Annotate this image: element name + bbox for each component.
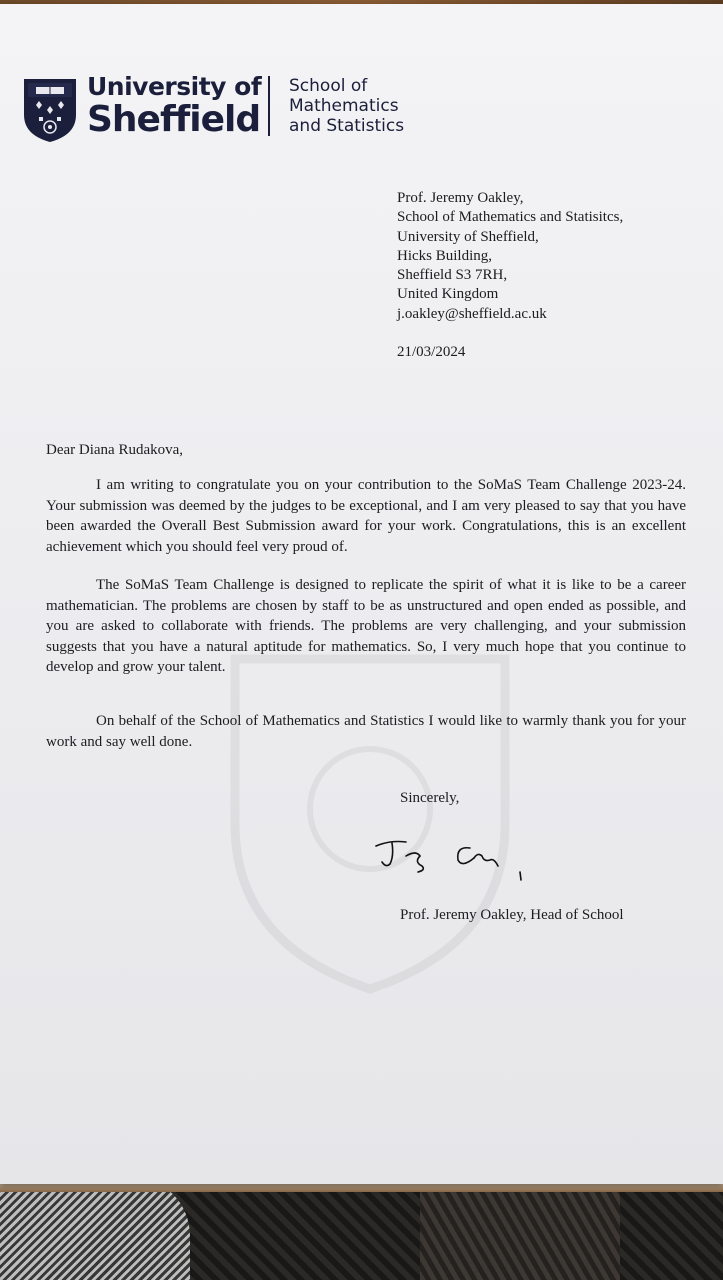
university-name-line2: Sheffield [87,99,261,140]
school-name-line: Mathematics [289,96,399,116]
sender-address [397,189,623,324]
school-name-line: School of [289,76,368,96]
salutation: Dear Diana Rudakova, [46,442,184,458]
letterhead-divider [268,76,270,136]
body-paragraph-3: On behalf of the School of Mathematics and Statistics I would like to warmly thank you for your work and say well done. [46,713,686,750]
address-line: Hicks Building, [397,247,493,264]
address-line: United Kingdom [397,286,499,303]
address-line: University of Sheffield, [397,228,539,245]
body-paragraph-1: I am writing to congratulate you on your contribution to the SoMaS Team Challenge 2023-24. Your submission was deemed by the judges to be exceptional, and I am very pleased to say that you have been awarded the Overall Best Submission award for your work. Congratulations, this is an excellent achievement which you should feel very proud of. [46,477,686,555]
body-paragraph-2: The SoMaS Team Challenge is designed to replicate the spirit of what it is like to be a career mathematician. The problems are chosen by staff to be as unstructured and open ended as possible, and you are asked to collaborate with friends. The problems are very challenging, and your submission suggests that you have a natural aptitude for mathematics. So, I very much hope that you continue to develop and grow your talent. [46,577,686,675]
watermark-crest-icon [220,644,520,1004]
letter-date: 21/03/2024 [397,344,466,360]
university-name-line1: University of [87,72,262,101]
university-wordmark [87,74,261,138]
handwritten-signature-icon [370,832,540,892]
email-address: j.oakley@sheffield.ac.uk [397,305,547,322]
address-line: Prof. Jeremy Oakley, [397,190,524,206]
background-fabric-mid [420,1190,620,1280]
letter-page [0,4,723,1184]
school-name [289,76,429,136]
closing: Sincerely, [400,790,460,806]
signoff: Prof. Jeremy Oakley, Head of School [400,907,624,923]
address-line: School of Mathematics and Statisitcs, [397,209,624,226]
address-line: Sheffield S3 7RH, [397,267,508,284]
school-name-line: and Statistics [289,116,405,136]
university-crest-icon [22,77,78,144]
